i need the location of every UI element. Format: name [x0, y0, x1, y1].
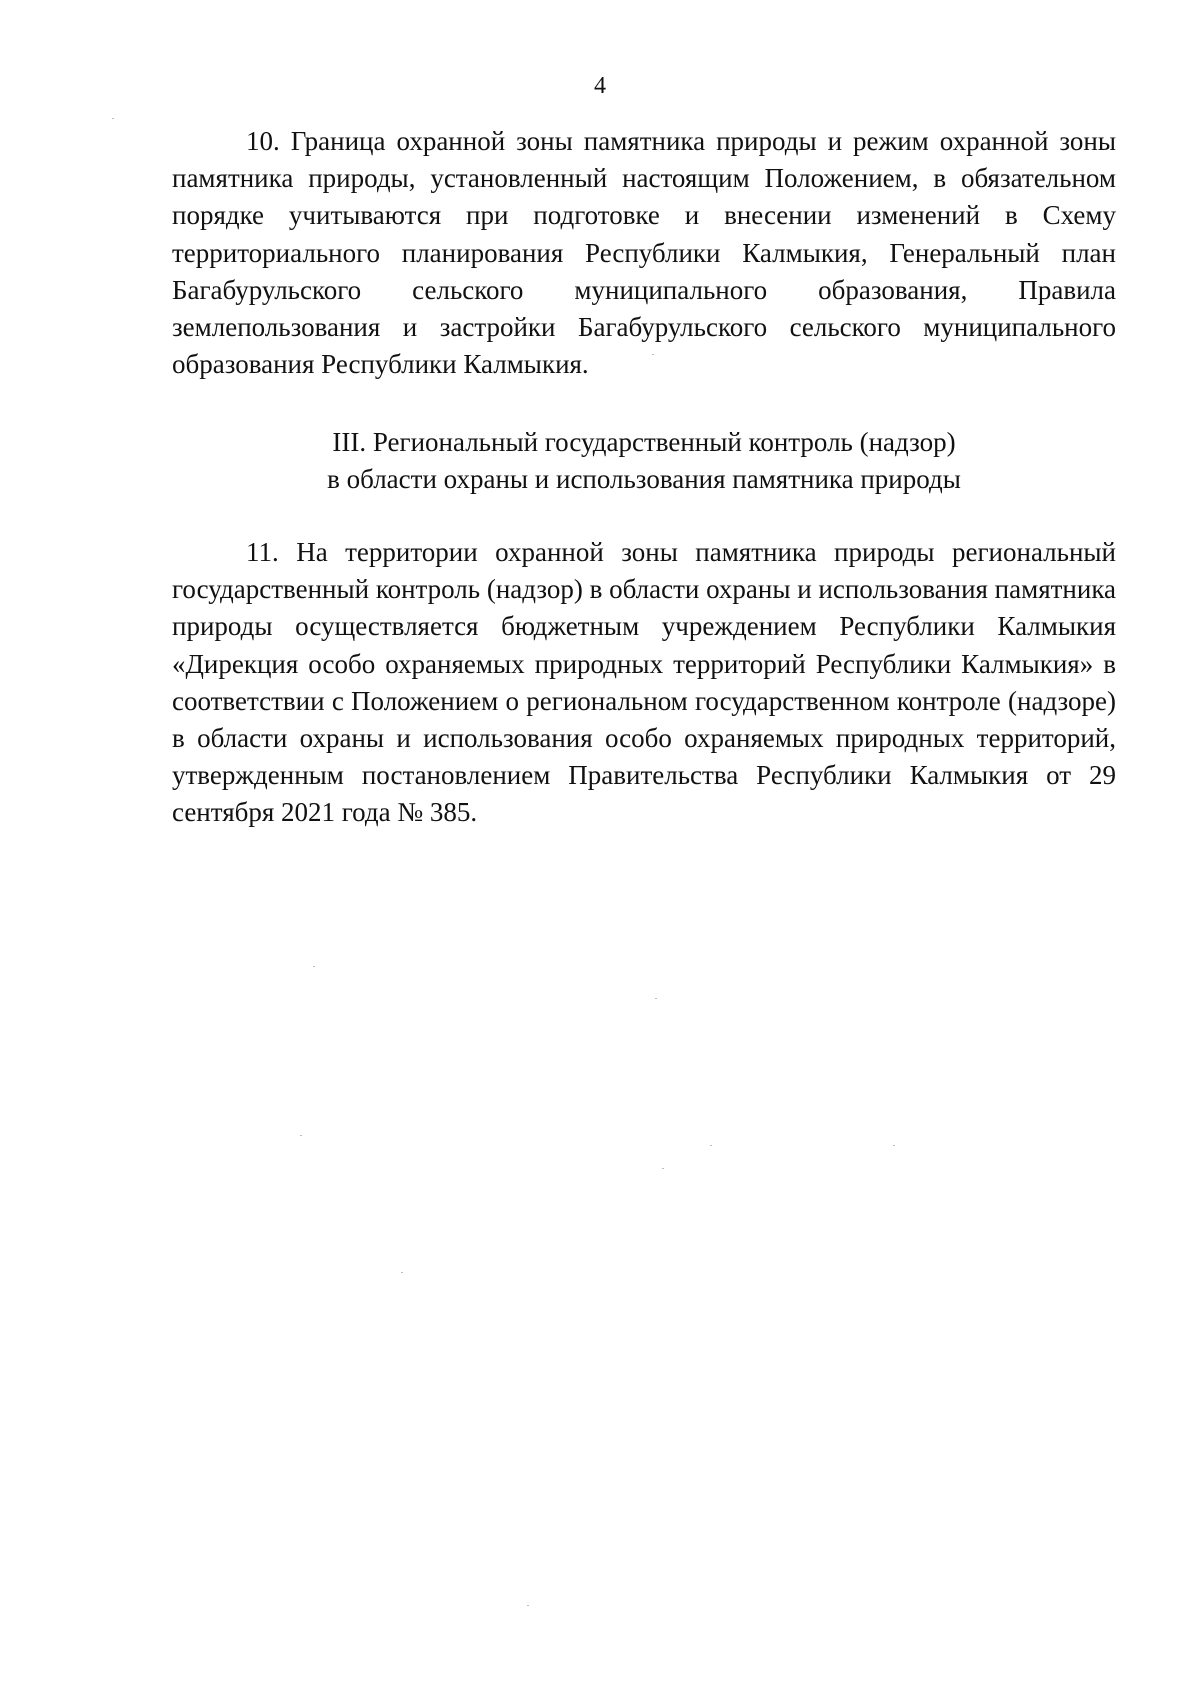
scan-speck [300, 1135, 302, 1136]
scan-speck [655, 998, 657, 999]
scan-speck [313, 966, 315, 967]
scan-speck [710, 1145, 712, 1146]
scan-speck [893, 1145, 895, 1146]
section-heading [172, 424, 1116, 498]
page-number: 4 [594, 73, 606, 99]
scan-speck [652, 354, 654, 355]
section-heading-line-2: в области охраны и использования памятника природы [327, 464, 961, 495]
scan-speck [112, 118, 114, 119]
scan-speck [662, 1168, 664, 1169]
scan-speck [401, 1272, 403, 1273]
paragraph-10: 10. Граница охранной зоны памятника природы и режим охранной зоны памятника природы, установленный настоящим Положением, в обязательном порядке учитываются при подготовке и внесении изменений в Схему территориального планирования Республики Калмыкия, Генеральный план Багабурульского сельского муниципального образования, Правила землепользования и застройки Багабурульского сельского муниципального образования Республики Калмыкия. [172, 126, 1116, 380]
section-heading-line-1: III. Региональный государственный контроль (надзор) [332, 427, 956, 457]
paragraph-11: 11. На территории охранной зоны памятника природы региональный государственный контроль (надзор) в области охраны и использования памятника природы осуществляется бюджетным учреждением Республики Калмыкия «Дирекция особо охраняемых природных территорий Республики Калмыкия» в соответствии с Положением о региональном государственном контроле (надзоре) в области охраны и использования особо охраняемых природных территорий, утвержденным постановлением Правительства Республики Калмыкия от 29 сентября 2021 года № 385. [172, 537, 1117, 828]
scan-speck [527, 1605, 529, 1606]
